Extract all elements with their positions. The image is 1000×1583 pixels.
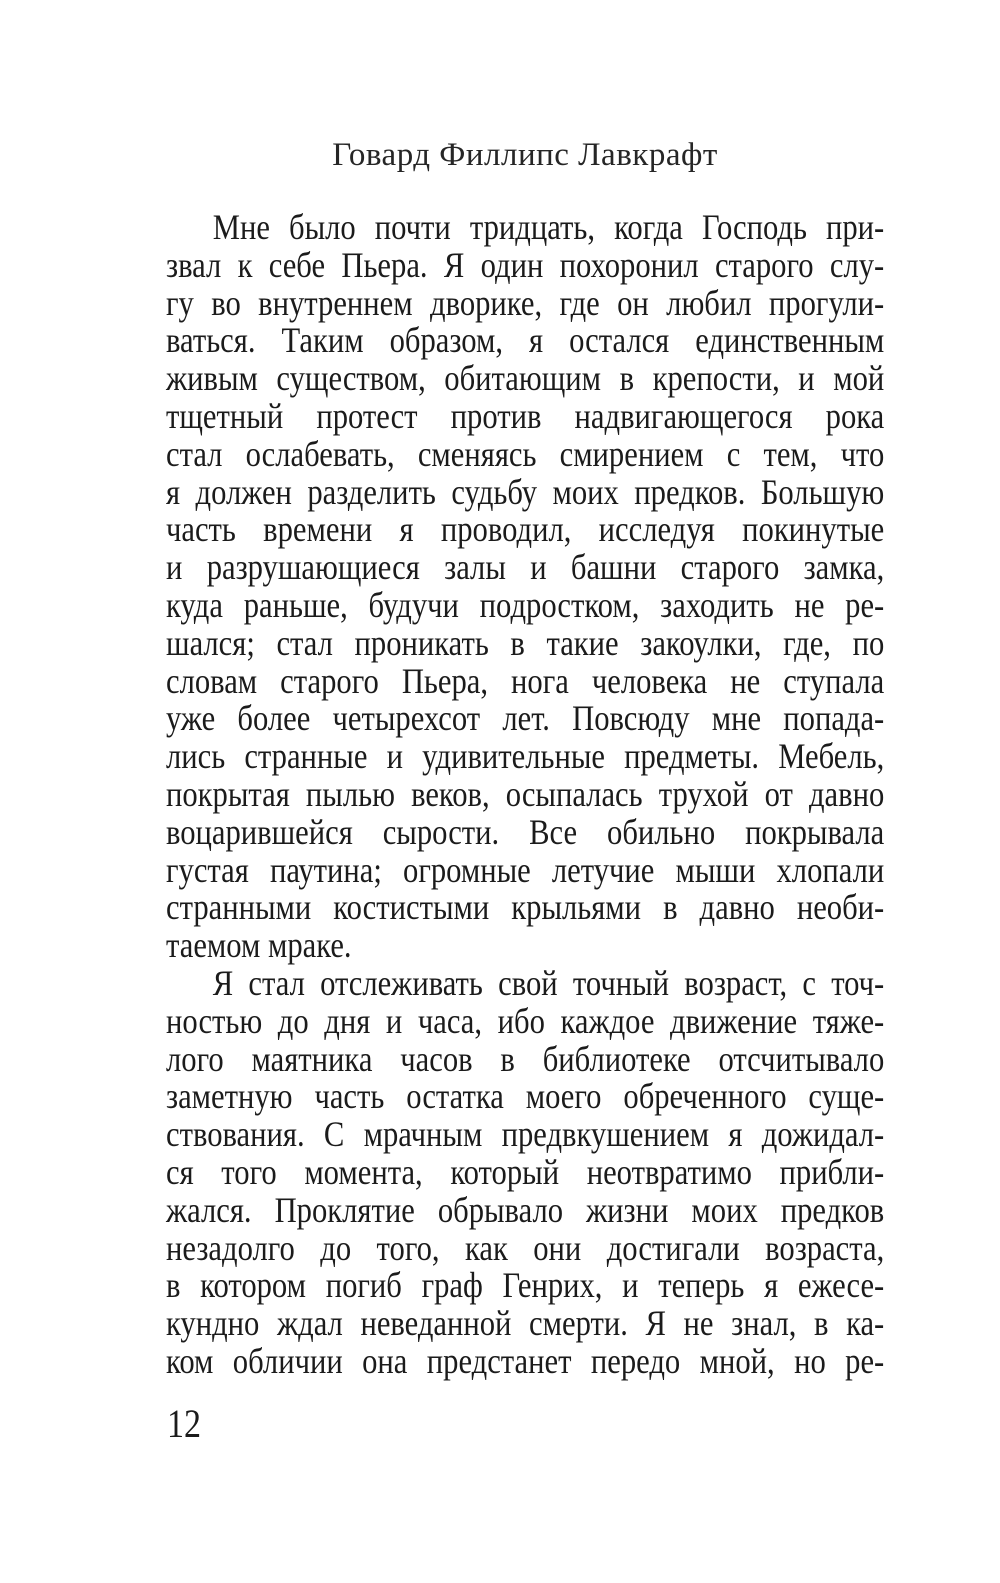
text-line: воцарившейся сырости. Все обильно покрывала (166, 811, 885, 852)
text-line: стал ослабевать, сменяясь смирением с тем, что (166, 433, 885, 474)
text-line: лого маятника часов в библиотеке отсчитывало (166, 1038, 885, 1079)
page-number: 12 (167, 1401, 201, 1446)
text-line: покрытая пылью веков, осыпалась трухой от давно (166, 773, 885, 814)
text-line: уже более четырехсот лет. Повсюду мне попада- (166, 698, 885, 739)
paragraph (166, 962, 885, 1381)
text-line: часть времени я проводил, исследуя покинутые (166, 509, 885, 550)
text-line: я должен разделить судьбу моих предков. Большую (166, 471, 885, 512)
running-header-author: Говард Филлипс Лавкрафт (332, 137, 718, 173)
text-line: ваться. Таким образом, я остался единственным (166, 320, 885, 361)
paragraph (166, 209, 884, 965)
text-line: тщетный протест против надвигающегося рока (166, 395, 885, 436)
text-line: жался. Проклятие обрывало жизни моих предков (166, 1189, 885, 1230)
text-line: ся того момента, который неотвратимо прибли- (166, 1151, 885, 1192)
text-line: Мне было почти тридцать, когда Господь при- (212, 207, 885, 247)
text-line: ствования. С мрачным предвкушением я дожидал- (166, 1114, 885, 1155)
text-line: таемом мраке. (166, 925, 352, 966)
text-line: куда раньше, будучи подростком, заходить не ре- (166, 584, 885, 625)
text-line: в котором погиб граф Генрих, и теперь я ежесе- (166, 1265, 885, 1306)
text-line: Я стал отслеживать свой точный возраст, с точ- (212, 962, 885, 1003)
text-line: ком обличии она предстанет передо мной, но ре- (166, 1340, 885, 1381)
text-line: гу во внутреннем дворике, где он любил прогули- (166, 282, 885, 323)
text-line: лись странные и удивительные предметы. Мебель, (166, 736, 885, 777)
text-line: и разрушающиеся залы и башни старого замка, (166, 547, 885, 588)
text-line: странными костистыми крыльями в давно необи- (166, 887, 885, 928)
body-text (166, 209, 884, 1381)
text-line: незадолго до того, как они достигали возраста, (166, 1227, 885, 1268)
text-line: кундно ждал неведанной смерти. Я не знал, в ка- (166, 1303, 885, 1344)
text-line: ностью до дня и часа, ибо каждое движение тяже- (166, 1000, 885, 1041)
text-line: звал к себе Пьера. Я один похоронил старого слу- (166, 244, 885, 285)
text-line: словам старого Пьера, нога человека не ступала (166, 660, 885, 701)
text-line: заметную часть остатка моего обреченного суще- (166, 1076, 885, 1117)
text-line: живым существом, обитающим в крепости, и мой (166, 358, 885, 399)
text-line: густая паутина; огромные летучие мыши хлопали (166, 849, 885, 890)
text-line: шался; стал проникать в такие закоулки, где, по (166, 622, 885, 663)
